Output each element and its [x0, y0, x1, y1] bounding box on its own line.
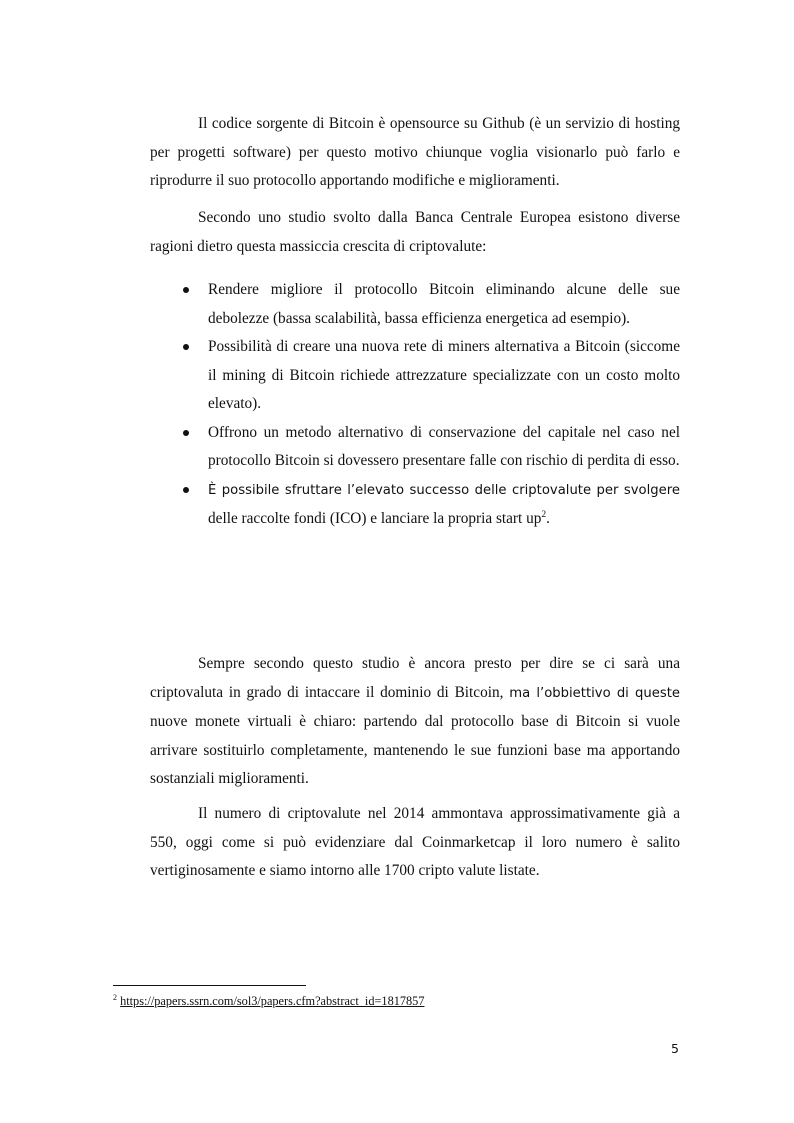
bullet-text-4-start: È possibile sfruttare l’elevato successo delle criptovalute per svolgere [208, 482, 680, 498]
list-item [183, 333, 680, 419]
list-item [183, 419, 680, 476]
bullet-icon [183, 487, 189, 493]
bullet-text-1: Rendere migliore il protocollo Bitcoin eliminando alcune delle sue debolezze (bassa scalabilità, bassa efficienza energetica ad esempio). [208, 281, 680, 327]
bullet-text-4-period: . [546, 510, 550, 527]
footnote-number: 2 [113, 993, 117, 1002]
paragraph-3-part-1: Sempre secondo questo studio è ancora presto per dire se ci sarà una criptovaluta in grado di intaccare il dominio di Bitcoin, [150, 655, 680, 701]
footnote-divider [113, 985, 306, 986]
paragraph-bce-study: Secondo uno studio svolto dalla Banca Centrale Europea esistono diverse ragioni dietro questa massiccia crescita di criptovalute: [150, 209, 680, 255]
reasons-bullet-list [183, 276, 680, 534]
footnote [113, 993, 424, 1009]
list-item [183, 276, 680, 333]
paragraph-github-opensource: Il codice sorgente di Bitcoin è opensource su Github (è un servizio di hosting per progetti software) per questo motivo chiunque voglia visionarlo può farlo e riprodurre il suo protocollo apportando modifiche e miglioramenti. [150, 115, 680, 189]
paragraph-3-part-3: nuove monete virtuali è chiaro: partendo dal protocollo base di Bitcoin si vuole arrivare sostituirlo completamente, mantenendo le sue funzioni base ma apportando sostanziali miglioramenti. [150, 713, 680, 787]
paragraph-crypto-count: Il numero di criptovalute nel 2014 ammontava approssimativamente già a 550, oggi come si può evidenziare dal Coinmarketcap il loro numero è salito vertiginosamente e siamo intorno alle 1700 cripto valute listate. [150, 805, 680, 879]
footnote-link[interactable]: https://papers.ssrn.com/sol3/papers.cfm?abstract_id=1817857 [120, 994, 425, 1008]
paragraph-bitcoin-dominance [150, 650, 680, 794]
bullet-text-3: Offrono un metodo alternativo di conservazione del capitale nel caso nel protocollo Bitcoin si dovessero presentare falle con rischio di perdita di esso. [208, 423, 680, 469]
page-number: 5 [671, 1041, 679, 1056]
bullet-icon [183, 287, 189, 293]
bullet-icon [183, 344, 189, 350]
bullet-text-2: Possibilità di creare una nuova rete di miners alternativa a Bitcoin (siccome il mining di Bitcoin richiede attrezzature specializzate con un costo molto elevato). [208, 338, 680, 412]
list-item [183, 476, 680, 534]
bullet-icon [183, 430, 189, 436]
paragraph-3-part-2: ma l’obbiettivo di queste [509, 685, 681, 701]
footnote-reference[interactable]: 2 [541, 510, 547, 520]
bullet-text-4-end: delle raccolte fondi (ICO) e lanciare la propria start up [208, 510, 542, 527]
